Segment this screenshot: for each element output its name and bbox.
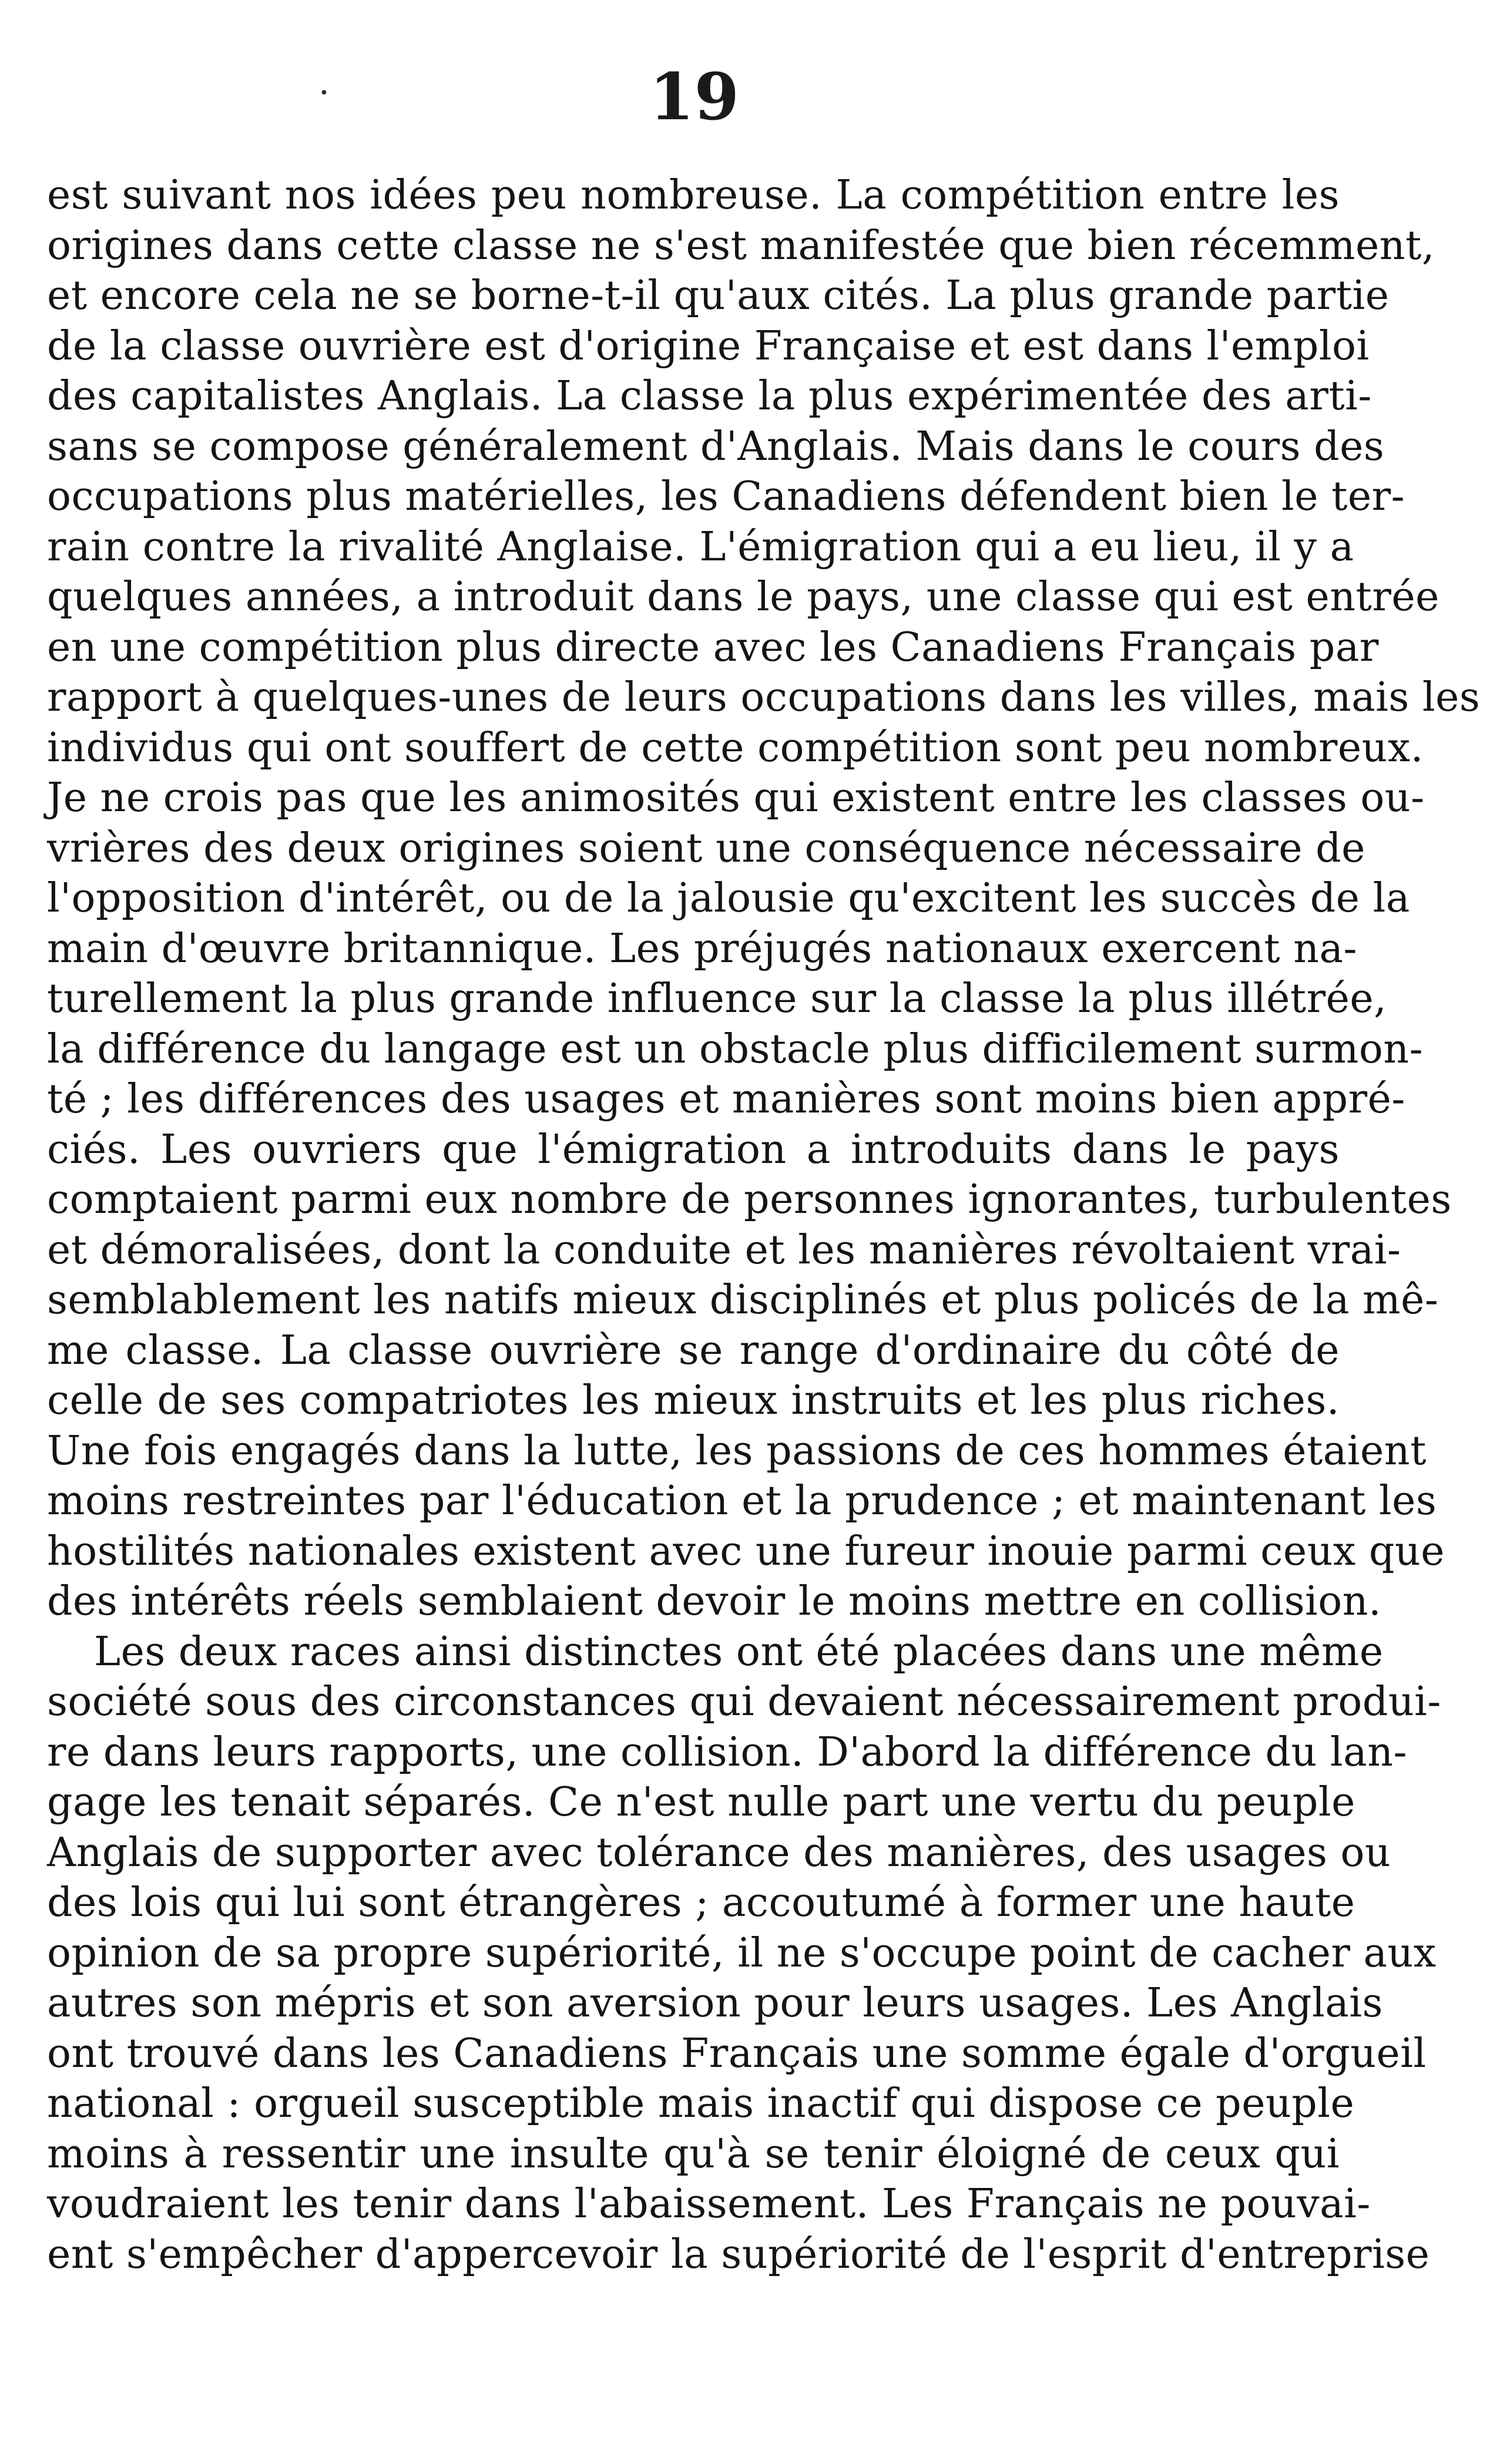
body-text xyxy=(47,170,1481,2280)
text-line: voudraient les tenir dans l'abaissement. Les Français ne pouvai- xyxy=(47,2181,1371,2227)
text-line: est suivant nos idées peu nombreuse. La compétition entre les xyxy=(47,172,1340,219)
text-line: hostilités nationales existent avec une fureur inouie parmi ceux que xyxy=(47,1528,1445,1575)
text-line: turellement la plus grande influence sur la classe la plus illétrée, xyxy=(47,976,1387,1022)
text-line: national : orgueil susceptible mais inactif qui dispose ce peuple xyxy=(47,2080,1355,2127)
text-line: rapport à quelques-unes de leurs occupations dans les villes, mais les xyxy=(47,674,1481,721)
text-line: opinion de sa propre supériorité, il ne s'occupe point de cacher aux xyxy=(47,1929,1437,1976)
text-line: ont trouvé dans les Canadiens Français une somme égale d'orgueil xyxy=(47,2030,1427,2077)
text-line: ent s'empêcher d'appercevoir la supériorité de l'esprit d'entreprise xyxy=(47,2231,1430,2278)
text-line: individus qui ont souffert de cette compétition sont peu nombreux. xyxy=(47,724,1424,771)
text-line: me classe. La classe ouvrière se range d'ordinaire du côté de xyxy=(47,1327,1340,1374)
text-line: vrières des deux origines soient une conséquence nécessaire de xyxy=(47,825,1365,872)
text-line: l'opposition d'intérêt, ou de la jalousie qu'excitent les succès de la xyxy=(47,875,1410,922)
text-line: re dans leurs rapports, une collision. D'abord la différence du lan- xyxy=(47,1729,1407,1776)
text-line: société sous des circonstances qui devaient nécessairement produi- xyxy=(47,1679,1441,1725)
text-line: quelques années, a introduit dans le pays, une classe qui est entrée xyxy=(47,574,1439,620)
text-line: origines dans cette classe ne s'est manifestée que bien récemment, xyxy=(47,222,1435,269)
text-line: celle de ses compatriotes les mieux instruits et les plus riches. xyxy=(47,1377,1340,1424)
text-line: rain contre la rivalité Anglaise. L'émigration qui a eu lieu, il y a xyxy=(47,523,1354,570)
page-number: 19 xyxy=(649,59,740,135)
text-line: des capitalistes Anglais. La classe la plus expérimentée des arti- xyxy=(47,373,1372,419)
text-line: sans se compose généralement d'Anglais. Mais dans le cours des xyxy=(47,423,1385,470)
text-line: main d'œuvre britannique. Les préjugés nationaux exercent na- xyxy=(47,925,1358,972)
text-line: occupations plus matérielles, les Canadiens défendent bien le ter- xyxy=(47,473,1405,520)
text-line: Une fois engagés dans la lutte, les passions de ces hommes étaient xyxy=(47,1427,1427,1474)
text-line: la différence du langage est un obstacle plus difficilement surmon- xyxy=(47,1026,1424,1073)
stray-ink-mark: · xyxy=(318,72,330,113)
text-line: Je ne crois pas que les animosités qui existent entre les classes ou- xyxy=(47,775,1425,821)
text-line: et démoralisées, dont la conduite et les manières révoltaient vrai- xyxy=(47,1226,1401,1273)
text-line: de la classe ouvrière est d'origine Française et est dans l'emploi xyxy=(47,322,1370,369)
text-line: Anglais de supporter avec tolérance des manières, des usages ou xyxy=(47,1829,1391,1876)
text-line: gage les tenait séparés. Ce n'est nulle part une vertu du peuple xyxy=(47,1779,1355,1826)
text-line: et encore cela ne se borne-t-il qu'aux cités. La plus grande partie xyxy=(47,273,1390,319)
text-line: moins restreintes par l'éducation et la prudence ; et maintenant les xyxy=(47,1478,1437,1524)
text-line: des lois qui lui sont étrangères ; accoutumé à former une haute xyxy=(47,1880,1355,1926)
text-line: moins à ressentir une insulte qu'à se tenir éloigné de ceux qui xyxy=(47,2130,1340,2177)
text-line: té ; les différences des usages et manières sont moins bien appré- xyxy=(47,1076,1405,1122)
text-line: ciés. Les ouvriers que l'émigration a introduits dans le pays xyxy=(47,1126,1340,1173)
text-line: autres son mépris et son aversion pour leurs usages. Les Anglais xyxy=(47,1980,1383,2026)
text-line: comptaient parmi eux nombre de personnes ignorantes, turbulentes xyxy=(47,1176,1452,1223)
text-line: en une compétition plus directe avec les Canadiens Français par xyxy=(47,624,1379,671)
text-line: des intérêts réels semblaient devoir le moins mettre en collision. xyxy=(47,1578,1382,1625)
text-line: semblablement les natifs mieux disciplinés et plus policés de la mê- xyxy=(47,1277,1439,1323)
paragraph-start-line: Les deux races ainsi distinctes ont été placées dans une même xyxy=(94,1628,1384,1675)
